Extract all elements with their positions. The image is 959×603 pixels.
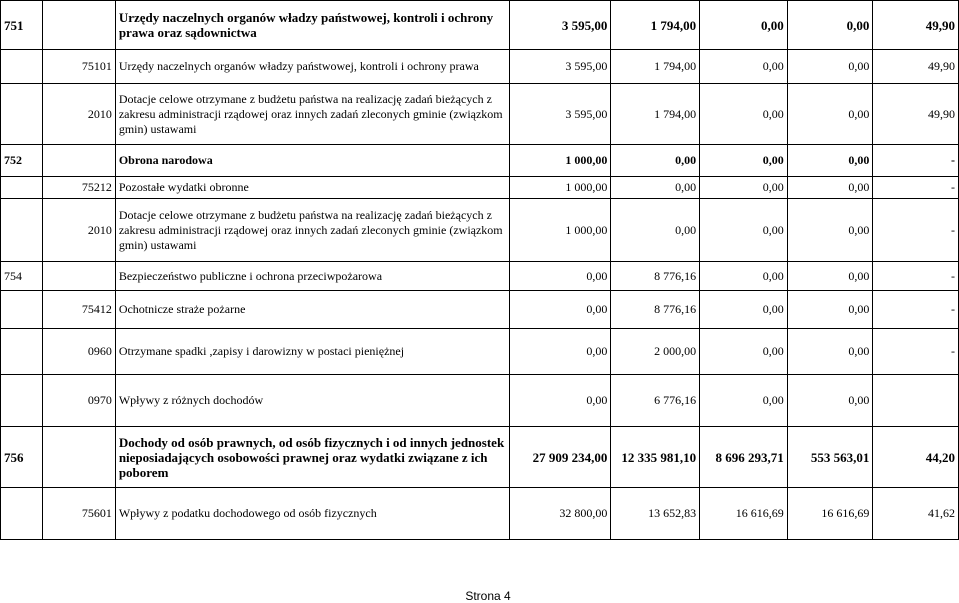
- value-cell: 0,00: [700, 329, 788, 375]
- value-cell: 0,00: [509, 262, 611, 291]
- value-cell: 1 794,00: [611, 84, 700, 145]
- table-row: [1, 291, 959, 329]
- value-cell: 0,00: [787, 199, 873, 262]
- row-description: Obrona narodowa: [115, 145, 509, 177]
- section-code: 754: [1, 262, 43, 291]
- value-cell: 0,00: [509, 291, 611, 329]
- chapter-code: [43, 145, 116, 177]
- percent-cell: -: [873, 291, 959, 329]
- value-cell: 0,00: [787, 375, 873, 427]
- row-description: Dotacje celowe otrzymane z budżetu państwa na realizację zadań bieżących z zakresu administracji rządowej oraz innych zadań zleconych gminie (związkom gmin) ustawami: [115, 84, 509, 145]
- value-cell: 0,00: [509, 329, 611, 375]
- value-cell: 32 800,00: [509, 488, 611, 540]
- table-row: [1, 262, 959, 291]
- value-cell: 0,00: [509, 375, 611, 427]
- chapter-code: 75212: [43, 177, 116, 199]
- value-cell: 0,00: [787, 50, 873, 84]
- value-cell: 0,00: [700, 1, 788, 50]
- value-cell: 0,00: [700, 177, 788, 199]
- chapter-code: 2010: [43, 84, 116, 145]
- table-row: [1, 1, 959, 50]
- percent-cell: -: [873, 177, 959, 199]
- value-cell: 0,00: [787, 1, 873, 50]
- chapter-code: 75601: [43, 488, 116, 540]
- row-description: Wpływy z różnych dochodów: [115, 375, 509, 427]
- value-cell: 0,00: [700, 291, 788, 329]
- chapter-code: 2010: [43, 199, 116, 262]
- value-cell: 13 652,83: [611, 488, 700, 540]
- row-description: Wpływy z podatku dochodowego od osób fizycznych: [115, 488, 509, 540]
- page-number: Strona 4: [465, 589, 511, 603]
- percent-cell: [873, 375, 959, 427]
- percent-cell: 44,20: [873, 427, 959, 488]
- table-row: [1, 488, 959, 540]
- section-code: [1, 291, 43, 329]
- table-row: [1, 375, 959, 427]
- percent-cell: -: [873, 262, 959, 291]
- value-cell: 0,00: [787, 262, 873, 291]
- row-description: Ochotnicze straże pożarne: [115, 291, 509, 329]
- chapter-code: 0960: [43, 329, 116, 375]
- value-cell: 3 595,00: [509, 1, 611, 50]
- chapter-code: [43, 427, 116, 488]
- row-description: Dochody od osób prawnych, od osób fizycznych i od innych jednostek nieposiadających osobowości prawnej oraz wydatki związane z ich poborem: [115, 427, 509, 488]
- value-cell: 1 794,00: [611, 50, 700, 84]
- table-row: [1, 145, 959, 177]
- percent-cell: 41,62: [873, 488, 959, 540]
- value-cell: 16 616,69: [700, 488, 788, 540]
- chapter-code: [43, 1, 116, 50]
- row-description: Urzędy naczelnych organów władzy państwowej, kontroli i ochrony prawa oraz sądownictwa: [115, 1, 509, 50]
- row-description: Dotacje celowe otrzymane z budżetu państwa na realizację zadań bieżących z zakresu administracji rządowej oraz innych zadań zleconych gminie (związkom gmin) ustawami: [115, 199, 509, 262]
- section-code: [1, 199, 43, 262]
- row-description: Bezpieczeństwo publiczne i ochrona przeciwpożarowa: [115, 262, 509, 291]
- value-cell: 0,00: [700, 199, 788, 262]
- percent-cell: 49,90: [873, 1, 959, 50]
- value-cell: 27 909 234,00: [509, 427, 611, 488]
- value-cell: 0,00: [787, 329, 873, 375]
- chapter-code: 0970: [43, 375, 116, 427]
- value-cell: 8 696 293,71: [700, 427, 788, 488]
- section-code: [1, 84, 43, 145]
- value-cell: 0,00: [700, 375, 788, 427]
- value-cell: 0,00: [611, 177, 700, 199]
- value-cell: 0,00: [787, 177, 873, 199]
- table-row: [1, 177, 959, 199]
- value-cell: 553 563,01: [787, 427, 873, 488]
- value-cell: 6 776,16: [611, 375, 700, 427]
- value-cell: 0,00: [787, 291, 873, 329]
- chapter-code: 75101: [43, 50, 116, 84]
- value-cell: 1 000,00: [509, 177, 611, 199]
- section-code: [1, 488, 43, 540]
- value-cell: 2 000,00: [611, 329, 700, 375]
- section-code: [1, 329, 43, 375]
- row-description: Otrzymane spadki ,zapisy i darowizny w postaci pieniężnej: [115, 329, 509, 375]
- table-row: [1, 84, 959, 145]
- value-cell: 8 776,16: [611, 262, 700, 291]
- percent-cell: -: [873, 329, 959, 375]
- percent-cell: -: [873, 199, 959, 262]
- chapter-code: [43, 262, 116, 291]
- section-code: [1, 177, 43, 199]
- percent-cell: -: [873, 145, 959, 177]
- table-row: [1, 50, 959, 84]
- chapter-code: 75412: [43, 291, 116, 329]
- value-cell: 16 616,69: [787, 488, 873, 540]
- value-cell: 0,00: [611, 199, 700, 262]
- value-cell: 0,00: [700, 262, 788, 291]
- row-description: Urzędy naczelnych organów władzy państwowej, kontroli i ochrony prawa: [115, 50, 509, 84]
- section-code: [1, 50, 43, 84]
- row-description: Pozostałe wydatki obronne: [115, 177, 509, 199]
- value-cell: 3 595,00: [509, 50, 611, 84]
- percent-cell: 49,90: [873, 50, 959, 84]
- value-cell: 0,00: [700, 50, 788, 84]
- section-code: [1, 375, 43, 427]
- table-row: [1, 427, 959, 488]
- value-cell: 0,00: [611, 145, 700, 177]
- value-cell: 8 776,16: [611, 291, 700, 329]
- value-cell: 0,00: [700, 84, 788, 145]
- section-code: 752: [1, 145, 43, 177]
- section-code: 756: [1, 427, 43, 488]
- value-cell: 1 794,00: [611, 1, 700, 50]
- value-cell: 3 595,00: [509, 84, 611, 145]
- table-row: [1, 329, 959, 375]
- value-cell: 0,00: [700, 145, 788, 177]
- value-cell: 0,00: [787, 84, 873, 145]
- value-cell: 1 000,00: [509, 199, 611, 262]
- percent-cell: 49,90: [873, 84, 959, 145]
- value-cell: 12 335 981,10: [611, 427, 700, 488]
- value-cell: 0,00: [787, 145, 873, 177]
- table-row: [1, 199, 959, 262]
- value-cell: 1 000,00: [509, 145, 611, 177]
- section-code: 751: [1, 1, 43, 50]
